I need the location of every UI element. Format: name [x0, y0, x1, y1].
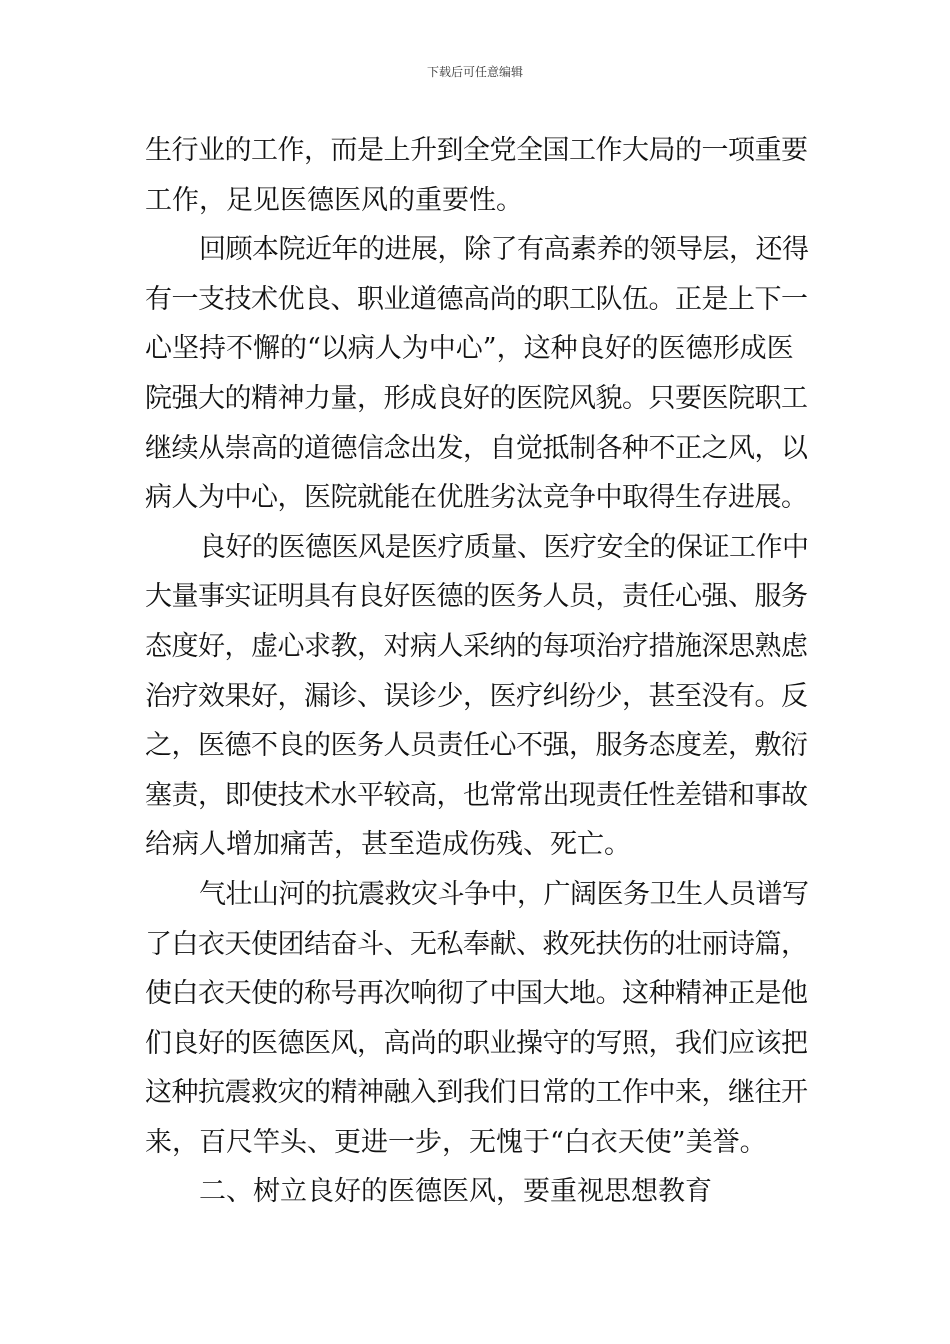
page-header: 下载后可任意编辑 — [426, 65, 523, 79]
text-line: 继续从崇高的道德信念出发，自觉抵制各种不正之风，以 — [145, 432, 808, 464]
text-line: 塞责，即使技术水平较高，也常常出现责任性差错和事故 — [145, 779, 808, 811]
text-line: 良好的医德医风是医疗质量、医疗安全的保证工作中 — [199, 531, 809, 563]
text-line: 病人为中心，医院就能在优胜劣汰竞争中取得生存进展。 — [145, 482, 808, 514]
text-line: 了白衣天使团结奋斗、无私奉献、救死扶伤的壮丽诗篇， — [145, 928, 808, 960]
text-line: 之，医德不良的医务人员责任心不强，服务态度差，敷衍 — [145, 730, 808, 762]
text-line: 有一支技术优良、职业道德高尚的职工队伍。正是上下一 — [145, 283, 808, 315]
text-line: 生行业的工作，而是上升到全党全国工作大局的一项重要 — [145, 135, 808, 166]
text-line: 院强大的精神力量，形成良好的医院风貌。只要医院职工 — [145, 382, 808, 414]
text-line: 来，百尺竿头、更进一步，无愧于“白衣天使”美誉。 — [145, 1126, 767, 1158]
text-line: 治疗效果好，漏诊、误诊少，医疗纠纷少，甚至没有。反 — [145, 680, 808, 712]
body-text — [145, 126, 809, 1217]
text-line: 给病人增加痛苦，甚至造成伤残、死亡。 — [145, 829, 631, 861]
text-line: 大量事实证明具有良好医德的医务人员，责任心强、服务 — [145, 581, 808, 613]
text-line: 二、树立良好的医德医风，要重视思想教育 — [199, 1176, 712, 1208]
text-line: 态度好，虚心求教，对病人采纳的每项治疗措施深思熟虑 — [145, 630, 808, 662]
text-line: 们良好的医德医风，高尚的职业操守的写照，我们应该把 — [145, 1027, 808, 1059]
text-line: 这种抗震救灾的精神融入到我们日常的工作中来，继往开 — [145, 1077, 808, 1109]
text-line: 工作，足见医德医风的重要性。 — [145, 184, 523, 216]
text-line: 回顾本院近年的进展，除了有高素养的领导层，还得 — [199, 234, 809, 266]
text-line: 心坚持不懈的“以病人为中心”，这种良好的医德形成医 — [145, 333, 794, 365]
text-line: 使白衣天使的称号再次响彻了中国大地。这种精神正是他 — [145, 978, 808, 1010]
text-line: 气壮山河的抗震救灾斗争中，广阔医务卫生人员谱写 — [199, 878, 809, 910]
